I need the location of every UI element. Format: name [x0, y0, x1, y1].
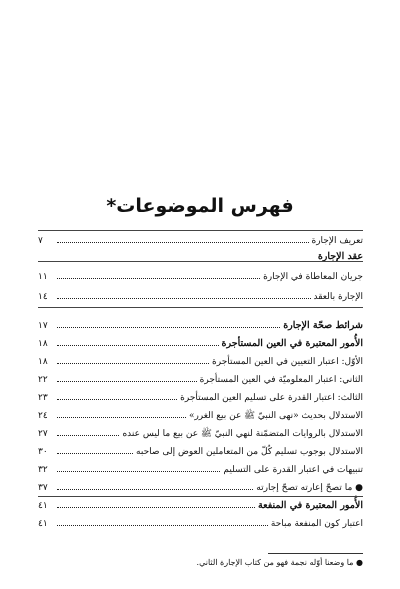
toc-section-heading	[38, 335, 363, 351]
toc-page-number: ٣٠	[38, 447, 48, 457]
toc-entry-label: الأوّل: اعتبار التعيين في العين المستأجرة	[212, 357, 363, 367]
toc-entry	[38, 288, 363, 304]
toc-entry-label: الأُمور المعتبرة في العين المستأجرة	[221, 338, 363, 349]
toc-page-number: ٢٣	[38, 393, 48, 403]
toc-page-number: ١١	[38, 272, 48, 282]
toc-entry	[38, 425, 363, 441]
toc-leader-dots	[57, 335, 219, 346]
toc-entry-label: الثالث: اعتبار القدرة على تسليم العين المستأجرة	[180, 393, 363, 403]
toc-entry	[38, 443, 363, 459]
toc-leader-dots	[57, 353, 209, 364]
toc-leader-dots	[57, 479, 253, 490]
toc-page-number: ١٤	[38, 292, 48, 302]
toc-entry-label: الاستدلال بحديث «نهى النبيّ ﷺ عن بيع الغرر»	[188, 411, 363, 421]
toc-section-heading	[38, 497, 363, 513]
footnote-separator	[268, 553, 363, 554]
toc-leader-dots	[57, 268, 260, 279]
toc-page-number: ٣٧	[38, 483, 48, 493]
toc-entry-label: شرائط صحّة الإجارة	[283, 320, 363, 331]
toc-leader-dots	[57, 232, 309, 243]
toc-leader-dots	[57, 515, 268, 526]
toc-entry-label: اعتبار كون المنفعة مباحة	[270, 519, 363, 529]
section-divider	[38, 261, 363, 262]
toc-entry	[38, 407, 363, 423]
toc-entry-label: الاستدلال بوجوب تسليم كُلّ من المتعاملين العوض إلى صاحبه	[136, 447, 363, 457]
title-underline	[38, 230, 363, 231]
toc-entry	[38, 232, 363, 248]
toc-entry	[38, 389, 363, 405]
toc-page-number: ٢٢	[38, 375, 48, 385]
toc-page-number: ٤١	[38, 501, 48, 511]
toc-page-number: ١٨	[38, 339, 48, 349]
toc-section-heading	[38, 249, 363, 265]
toc-entry-label: ● ما تصحّ إعارته تصحّ إجارته	[256, 483, 363, 493]
toc-entry	[38, 479, 363, 495]
toc-entry-label: تنبيهات في اعتبار القدرة على التسليم	[223, 465, 363, 475]
toc-entry	[38, 371, 363, 387]
toc-entry-label: الأُمور المعتبرة في المنفعة	[258, 500, 363, 511]
toc-leader-dots	[57, 288, 311, 299]
toc-leader-dots	[57, 317, 280, 328]
toc-page-number: ٤١	[38, 519, 48, 529]
toc-page-number: ٣٢	[38, 465, 48, 475]
toc-entry-label: تعريف الإجارة	[311, 236, 363, 246]
toc-entry-label: عقد الإجارة	[317, 251, 363, 262]
toc-leader-dots	[57, 407, 186, 418]
toc-entry-label: الإجارة بالعقد	[313, 292, 363, 302]
toc-page-number: ١٨	[38, 357, 48, 367]
toc-page-number: ٢٤	[38, 411, 48, 421]
toc-leader-dots	[57, 443, 133, 454]
toc-entry	[38, 268, 363, 284]
toc-leader-dots	[57, 371, 197, 382]
toc-page-number: ٧	[38, 236, 43, 246]
toc-entry	[38, 353, 363, 369]
toc-leader-dots	[57, 461, 220, 472]
section-divider	[38, 307, 363, 308]
toc-entry-label: جريان المعاطاة في الإجارة	[263, 272, 363, 282]
footnote: ● ما وضعنا أوّله نجمة فهو من كتاب الإجارة الثاني.	[196, 558, 363, 567]
toc-page-number: ٢٧	[38, 429, 48, 439]
toc-leader-dots	[57, 389, 177, 400]
toc-leader-dots	[57, 497, 255, 508]
toc-entry	[38, 515, 363, 531]
toc-leader-dots	[57, 425, 119, 436]
toc-section-heading	[38, 317, 363, 333]
page-title: فهرس الموضوعات*	[106, 195, 294, 217]
toc-entry-label: الثاني: اعتبار المعلوميّة في العين المستأجرة	[199, 375, 363, 385]
toc-entry-label: الاستدلال بالروايات المتضمّنة لنهي النبيّ ﷺ عن بيع ما ليس عنده	[122, 429, 363, 439]
toc-page-number: ١٧	[38, 321, 48, 331]
section-divider	[38, 496, 363, 497]
toc-entry	[38, 461, 363, 477]
